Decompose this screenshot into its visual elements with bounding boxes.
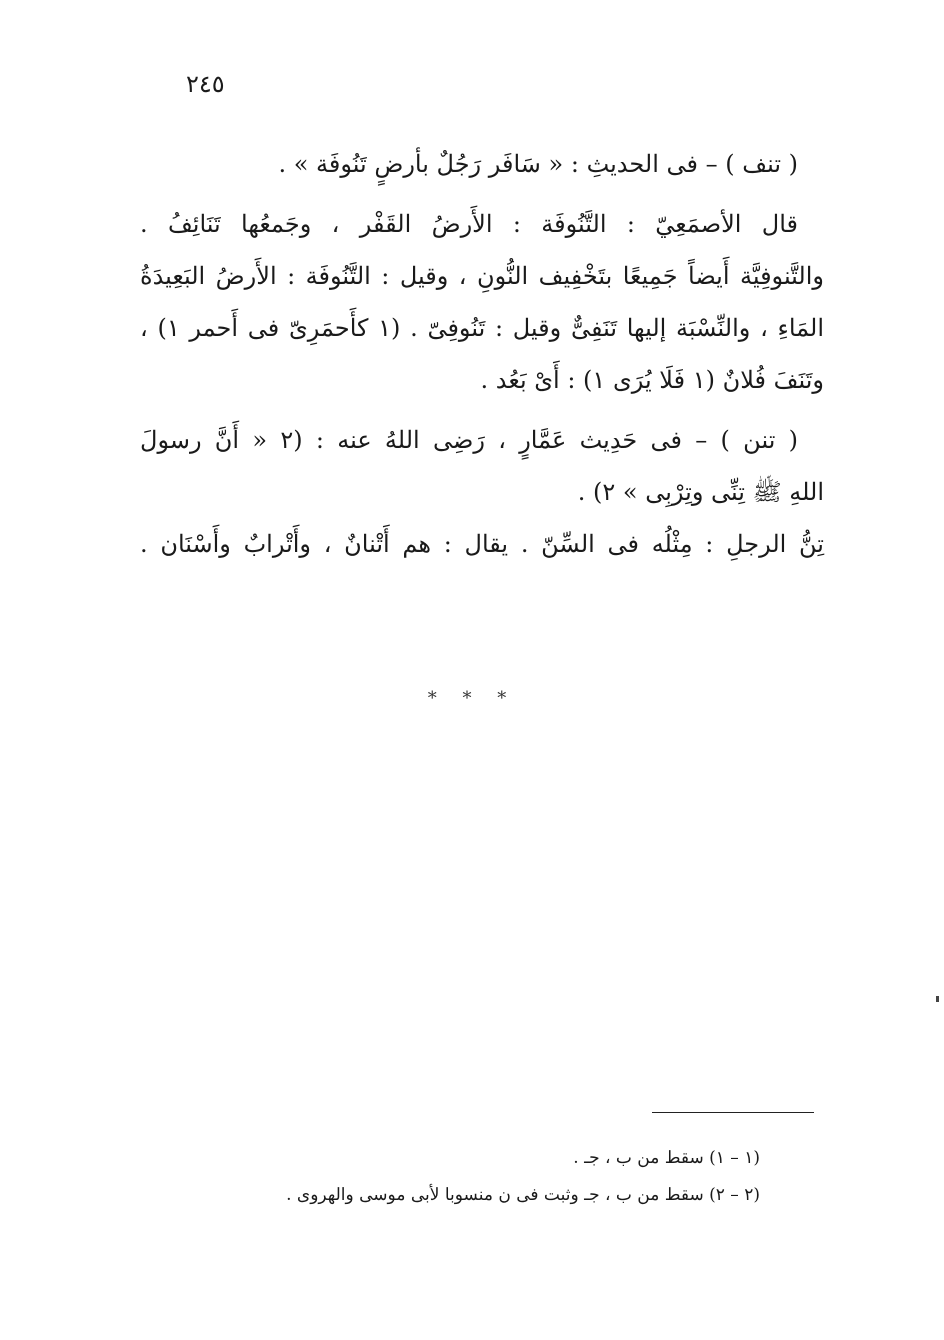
text-line: وتَنَفَ فُلانٌ (١ فَلَا يُرَى ١) : أَىْ بَعُد . bbox=[480, 366, 824, 394]
entry-tanf-explanation bbox=[140, 198, 824, 406]
scan-edge-mark bbox=[936, 996, 939, 1002]
section-separator: * * * bbox=[427, 688, 517, 709]
main-text bbox=[140, 138, 824, 578]
footnote-1: (١ – ١) سقط من ب ، جـ . bbox=[573, 1148, 760, 1168]
entry-tann bbox=[140, 414, 824, 570]
text-line: المَاءِ ، والنِّسْبَة إليها تَنَفِىٌّ وقيل : تَنُوفِىّ . (١ كأَحمَرِىّ فى أَحمر ١) ، bbox=[140, 314, 824, 342]
text-line: قال الأصمَعِيّ : التَّنُوفَة : الأَرضُ القَفْر ، وجَمعُها تَنَائِفُ . bbox=[140, 210, 798, 238]
entry-tanf-hadith bbox=[140, 138, 824, 190]
footnote-2: (٢ – ٢) سقط من ب ، جـ وثبت فى ن منسوبا لأبى موسى والهروى . bbox=[286, 1185, 760, 1205]
text-line: والتَّنوفِيَّة أَيضاً جَمِيعًا بتَخْفِيف النُّونِ ، وقيل : التَّنُوفَة : الأَرضُ البَعِيدَةُ bbox=[140, 262, 824, 290]
footnotes bbox=[140, 1140, 760, 1214]
text-line: ( تنن ) – فى حَدِيث عَمَّارٍ ، رَضِى اللهُ عنه : (٢ « أَنَّ رسولَ bbox=[140, 426, 799, 454]
text-line: ( تنف ) – فى الحديثِ : « سَافَر رَجُلٌ بأرضٍ تَنُوفَة » . bbox=[278, 150, 798, 178]
footnote-rule bbox=[652, 1112, 814, 1113]
text-line: تِنُّ الرجلِ : مِثْلُه فى السِّنّ . يقال : هم أَتْنانٌ ، وأَتْرابٌ وأَسْنَان . bbox=[140, 530, 824, 558]
text-line: اللهِ ﷺ تِنِّى وتِرْبِى » ٢) . bbox=[577, 478, 824, 506]
page-number: ٢٤٥ bbox=[186, 70, 225, 98]
